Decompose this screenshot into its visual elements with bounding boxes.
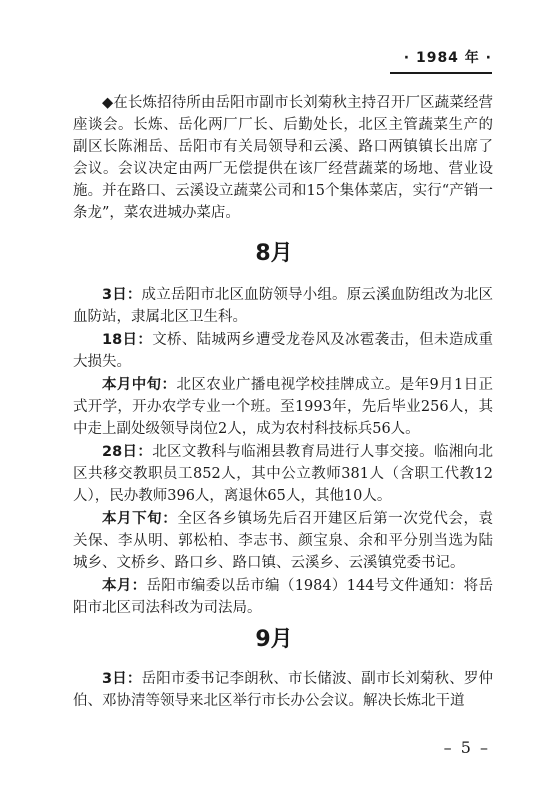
entry-aug-18 [73, 329, 493, 373]
entry-date-label: 18日： [102, 332, 153, 348]
entry-date-label: 3日： [102, 671, 142, 687]
intro-block [73, 92, 493, 224]
year-badge: · 1984 年 · [403, 50, 492, 66]
entry-sep-3 [73, 668, 493, 712]
august-entries [73, 284, 493, 619]
entry-text: 北区文教科与临湘县教育局进行人事交接。临湘向北区共移交教职员工852人，其中公立教师381人（含职工代教12人），民办教师396人，离退休65人，其他10人。 [73, 444, 494, 504]
entry-date-label: 本月： [102, 578, 147, 594]
entry-text: 文桥、陆城两乡遭受龙卷风及冰雹袭击，但未造成重大损失。 [73, 332, 494, 370]
entry-aug-28 [73, 441, 493, 507]
entry-date-label: 本月下旬： [102, 511, 178, 527]
august-heading: 8月 [255, 241, 293, 266]
page-number: – 5 – [443, 738, 490, 757]
year-underline [390, 72, 492, 74]
entry-aug-3 [73, 284, 493, 328]
entry-date-label: 28日： [102, 444, 153, 460]
entry-text: 成立岳阳市北区血防领导小组。原云溪血防组改为北区血防站，隶属北区卫生科。 [73, 287, 494, 325]
entry-text: 北区农业广播电视学校挂牌成立。是年9月1日正式开学，开办农学专业一个班。至1993年，先后毕业256人，其中走上副处级领导岗位2人，成为农村科技标兵56人。 [73, 377, 494, 437]
entry-text: 岳阳市委书记李朗秋、市长储波、副市长刘菊秋、罗仲伯、邓协清等领导来北区举行市长办公会议。解决长炼北干道 [73, 671, 494, 709]
entry-text: 岳阳市编委以岳市编（1984）144号文件通知：将岳阳市北区司法科改为司法局。 [73, 578, 493, 616]
september-heading: 9月 [255, 627, 293, 652]
entry-aug-late [73, 508, 493, 574]
entry-text: 全区各乡镇场先后召开建区后第一次党代会，袁关保、李从明、郭松柏、李志书、颜宝泉、余和平分别当选为陆城乡、文桥乡、路口乡、路口镇、云溪乡、云溪镇党委书记。 [73, 511, 494, 571]
entry-aug-mid [73, 374, 493, 440]
intro-paragraph: ◆在长炼招待所由岳阳市副市长刘菊秋主持召开厂区蔬菜经营座谈会。长炼、岳化两厂厂长、后勤处长，北区主管蔬菜生产的副区长陈湘岳、岳阳市有关局领导和云溪、路口两镇镇长出席了会议。会议决定由两厂无偿提供在该厂经营蔬菜的场地、营业设施。并在路口、云溪设立蔬菜公司和15个集体菜店，实行“产销一条龙”，菜农进城办菜店。 [73, 95, 493, 221]
september-entries [73, 668, 493, 712]
entry-date-label: 本月中旬： [102, 377, 177, 393]
entry-date-label: 3日： [102, 287, 142, 303]
entry-aug-month [73, 575, 493, 619]
